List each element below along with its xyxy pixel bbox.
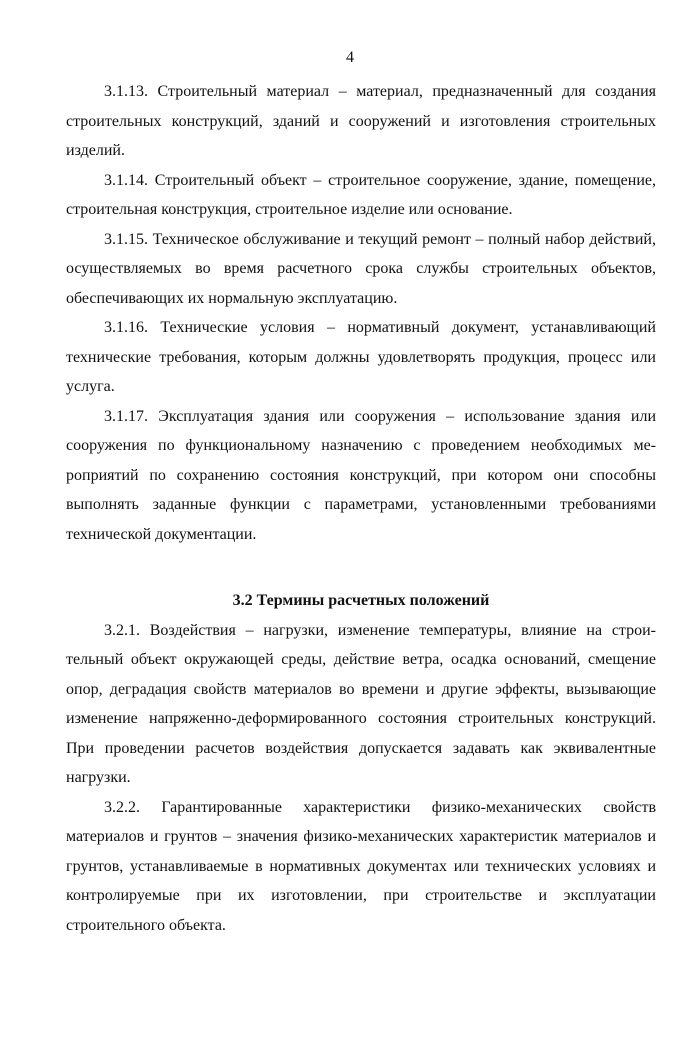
term-3-1-15: 3.1.15. Техническое обслуживание и текущий ремонт – полный набор действий, осуществляемых во время расчетного срока службы строительных объектов, обеспечивающих их нормальную эксплуатацию. — [66, 230, 656, 307]
term-3-1-16: 3.1.16. Технические условия – нормативный документ, устанавливающий технические требования, которым должны удовлетворять продукция, процесс или услуга. — [66, 319, 656, 395]
term-3-1-13: 3.1.13. Строительный материал – материал, предназначенный для создания строительных конструкций, зданий и сооружений и изготовления строительных изделий. — [66, 83, 656, 159]
term-3-1-17: 3.1.17. Эксплуатация здания или сооружения – использование здания или сооружения по функциональному назначению с проведением необходимых мероприятий по сохранению состояния конструкций, при котором они способны выполнять заданные функции с параметрами, установленными требованиями технической документации. — [66, 407, 656, 543]
section-heading-3-2: 3.2 Термины расчетных положений — [232, 592, 490, 609]
term-3-2-1: 3.2.1. Воздействия – нагрузки, изменение температуры, влияние на строительный объект окружающей среды, действие ветра, осадка оснований, смещение опор, деградация свойств материалов во времени и другие эффекты, вызывающие изменение напряженно-деформированного состояния строительных конструкций. При проведении расчетов воздействия допускается задавать как эквивалентные нагрузки. — [66, 621, 656, 786]
page-body — [66, 77, 656, 940]
page-number: 4 — [346, 49, 354, 66]
term-3-1-14: 3.1.14. Строительный объект – строительное сооружение, здание, помещение, строительная конструкция, строительное изделие или основание. — [66, 171, 656, 218]
term-3-2-2: 3.2.2. Гарантированные характеристики физико-механических свойств материалов и грунтов – значения физико-механических характеристик материалов и грунтов, устанавливаемые в нормативных документах или технических условиях и контролируемые при их изготовлении, при строительстве и эксплуатации строительного объекта. — [66, 798, 656, 934]
